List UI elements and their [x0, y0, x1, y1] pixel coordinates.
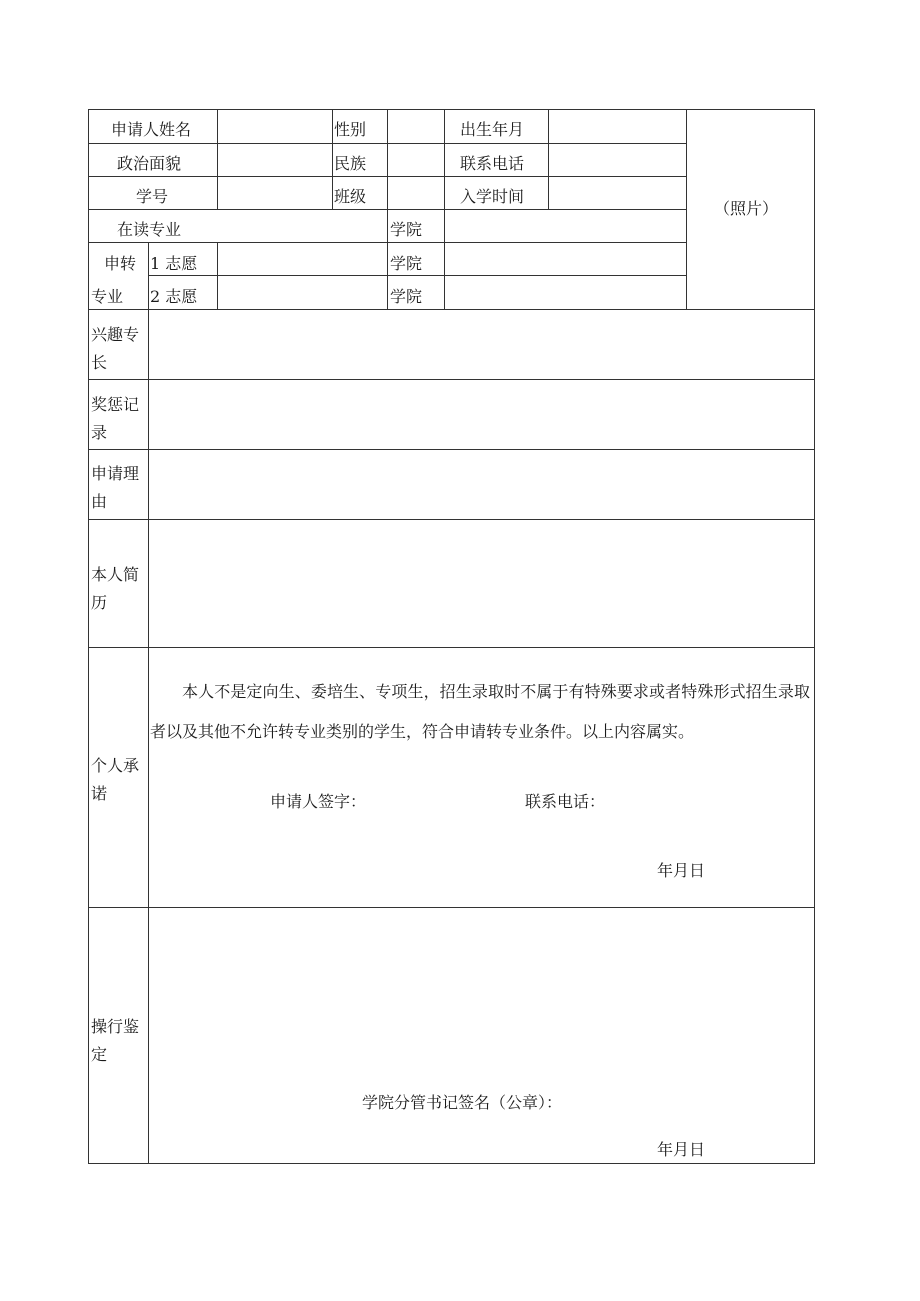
row-line: [148, 275, 686, 276]
label-ethnicity: 民族: [334, 154, 367, 173]
label-resume: 本人简历: [91, 565, 140, 612]
col-line: [332, 109, 333, 209]
row-line: [88, 309, 815, 310]
col-line: [88, 109, 89, 1164]
col-line: [548, 109, 549, 209]
label-transfer-2: 专业: [91, 287, 124, 306]
label-name: 申请人姓名: [111, 120, 192, 139]
contact-phone-label: 联系电话：: [525, 792, 606, 811]
col-line: [217, 242, 218, 309]
label-transfer-1: 申转: [104, 254, 137, 273]
label-student-id: 学号: [136, 187, 169, 206]
col-line: [686, 109, 687, 309]
row-line: [88, 519, 815, 520]
applicant-signature-label: 申请人签字：: [270, 792, 367, 811]
conduct-date: 年月日: [657, 1140, 706, 1159]
label-college: 学院: [390, 254, 423, 273]
col-line: [814, 109, 815, 1164]
label-rewards: 奖惩记录: [91, 395, 140, 442]
label-gender: 性别: [334, 120, 367, 139]
label-commitment: 个人承诺: [91, 756, 140, 803]
row-line: [88, 907, 815, 908]
row-line: [88, 647, 815, 648]
label-college: 学院: [390, 287, 423, 306]
label-interests: 兴趣专长: [91, 325, 140, 372]
label-conduct: 操行鉴定: [91, 1017, 140, 1064]
secretary-signature-label: 学院分管书记签名（公章）：: [362, 1093, 563, 1112]
label-choice2: 2 志愿: [150, 287, 198, 306]
label-current-major: 在读专业: [117, 220, 182, 239]
row-line: [88, 1163, 815, 1164]
label-phone: 联系电话: [460, 154, 525, 173]
col-line: [217, 109, 218, 209]
label-reason: 申请理由: [91, 464, 140, 511]
row-line: [88, 379, 815, 380]
col-line: [387, 109, 388, 309]
photo-placeholder: （照片）: [714, 199, 779, 218]
label-college: 学院: [390, 220, 423, 239]
label-enroll-time: 入学时间: [460, 187, 525, 206]
row-line: [88, 449, 815, 450]
label-class: 班级: [334, 187, 367, 206]
commitment-date: 年月日: [657, 861, 706, 880]
row-line: [88, 109, 815, 110]
label-political: 政治面貌: [117, 154, 182, 173]
col-line: [444, 109, 445, 309]
commitment-text: 本人不是定向生、委培生、专项生，招生录取时不属于有特殊要求或者特殊形式招生录取者以及其他不允许转专业类别的学生，符合申请转专业条件。以上内容属实。: [150, 682, 810, 741]
label-birth: 出生年月: [460, 120, 525, 139]
label-choice1: 1 志愿: [150, 254, 198, 273]
